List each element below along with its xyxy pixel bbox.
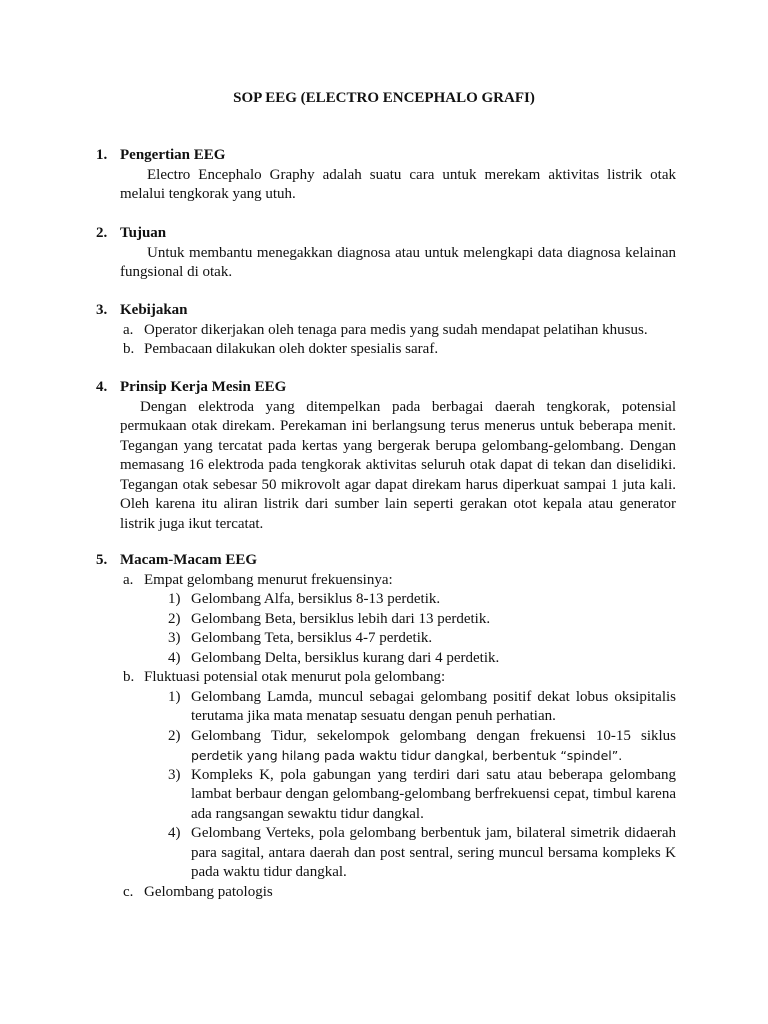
sub-list-item [96, 766, 676, 825]
sub-list-marker: 1) [168, 591, 181, 607]
sub-list-text-line: Gelombang Tidur, sekelompok gelombang dengan frekuensi 10-15 siklus [191, 727, 676, 744]
sub-list-marker: 3) [168, 630, 181, 646]
list-item [96, 571, 676, 591]
section-number: 2. [96, 225, 108, 241]
sub-list-text: Kompleks K, pola gabungan yang terdiri dari satu atau beberapa gelombang lambat berbaur dengan gelombang-gelombang berfrekuensi cepat, timbul karena ada rangsangan sewaktu tidur dangkal. [191, 766, 676, 822]
sub-list-marker: 4) [168, 825, 181, 841]
section-number: 3. [96, 302, 108, 318]
list-item [96, 883, 676, 903]
section-title: Kebijakan [120, 302, 188, 318]
list-item-text: Operator dikerjakan oleh tenaga para medis yang sudah mendapat pelatihan khusus. [144, 321, 648, 338]
list-item-text: Gelombang patologis [144, 883, 273, 900]
section-title: Pengertian EEG [120, 147, 226, 163]
list-marker: a. [123, 571, 134, 588]
sub-list-item [96, 824, 676, 883]
list-marker: a. [123, 321, 134, 338]
section-macam-eeg [96, 551, 676, 902]
section-heading [96, 146, 676, 166]
list-marker: b. [123, 341, 135, 357]
sub-list-text: Gelombang Lamda, muncul sebagai gelombang positif dekat lobus oksipitalis terutama jika mata menatap sesuatu dengan penuh perhatian. [191, 688, 676, 724]
document-title: SOP EEG (ELECTRO ENCEPHALO GRAFI) [233, 90, 535, 106]
list-marker: b. [123, 669, 135, 685]
section-title: Tujuan [120, 225, 167, 241]
section-paragraph: Untuk membantu menegakkan diagnosa atau untuk melengkapi data diagnosa kelainan fungsional di otak. [120, 244, 676, 280]
section-paragraph: Electro Encephalo Graphy adalah suatu cara untuk merekam aktivitas listrik otak melalui tengkorak yang utuh. [120, 166, 676, 202]
section-number: 5. [96, 552, 108, 568]
list-item [96, 340, 676, 360]
list-item [96, 668, 676, 688]
section-heading [96, 224, 676, 244]
sub-list-item [96, 610, 676, 630]
section-kebijakan [96, 301, 676, 360]
sub-list-text: Gelombang Beta, bersiklus lebih dari 13 perdetik. [191, 610, 491, 627]
sub-list-marker: 4) [168, 649, 181, 666]
sub-list-text: Gelombang Verteks, pola gelombang berbentuk jam, bilateral simetrik didaerah para sagital, antara daerah dan post sentral, sering muncul bersama kompleks K pada waktu tidur dangkal. [191, 825, 676, 880]
list-item-text: Fluktuasi potensial otak menurut pola gelombang: [144, 669, 446, 685]
sub-list-item [96, 688, 676, 727]
section-prinsip-kerja [96, 378, 676, 534]
sub-list-item [96, 629, 676, 649]
list-item [96, 321, 676, 341]
section-heading [96, 378, 676, 398]
sub-list-marker: 2) [168, 727, 181, 744]
sub-list-item [96, 590, 676, 610]
sub-list-marker: 1) [168, 688, 181, 705]
sub-list-marker: 3) [168, 766, 181, 783]
section-tujuan [96, 224, 676, 283]
section-heading [96, 551, 676, 571]
section-number: 4. [96, 379, 108, 395]
list-item-text: Empat gelombang menurut frekuensinya: [144, 571, 393, 588]
section-paragraph: Dengan elektroda yang ditempelkan pada berbagai daerah tengkorak, potensial permukaan otak direkam. Perekaman ini berlangsung terus menerus untuk beberapa menit. Tegangan yang tercatat pada kertas yang bergerak berupa gelombang-gelombang. Dengan memasang 16 elektroda pada tengkorak aktivitas seluruh otak dapat di tekan dan diselidiki. Tegangan otak sebesar 50 mikrovolt agar dapat direkam harus diperkuat sampai 1 juta kali. Oleh karena itu aliran listrik dari sumber lain seperti gerakan otot kepala atau generator listrik juga ikut tercatat. [120, 398, 676, 532]
section-title: Prinsip Kerja Mesin EEG [120, 379, 287, 395]
sub-list-item [96, 727, 676, 766]
sub-list-text: Gelombang Delta, bersiklus kurang dari 4 perdetik. [191, 649, 500, 666]
section-heading [96, 301, 676, 321]
section-number: 1. [96, 147, 108, 163]
list-marker: c. [123, 883, 134, 900]
sub-list-item [96, 649, 676, 669]
section-title: Macam-Macam EEG [120, 552, 258, 568]
sub-list-text: Gelombang Teta, bersiklus 4-7 perdetik. [191, 630, 433, 646]
sub-list-marker: 2) [168, 610, 181, 627]
sub-list-text-line: perdetik yang hilang pada waktu tidur dangkal, berbentuk “spindel”. [191, 748, 623, 763]
section-pengertian [96, 146, 676, 205]
list-item-text: Pembacaan dilakukan oleh dokter spesialis saraf. [144, 341, 439, 357]
sub-list-text: Gelombang Alfa, bersiklus 8-13 perdetik. [191, 591, 441, 607]
